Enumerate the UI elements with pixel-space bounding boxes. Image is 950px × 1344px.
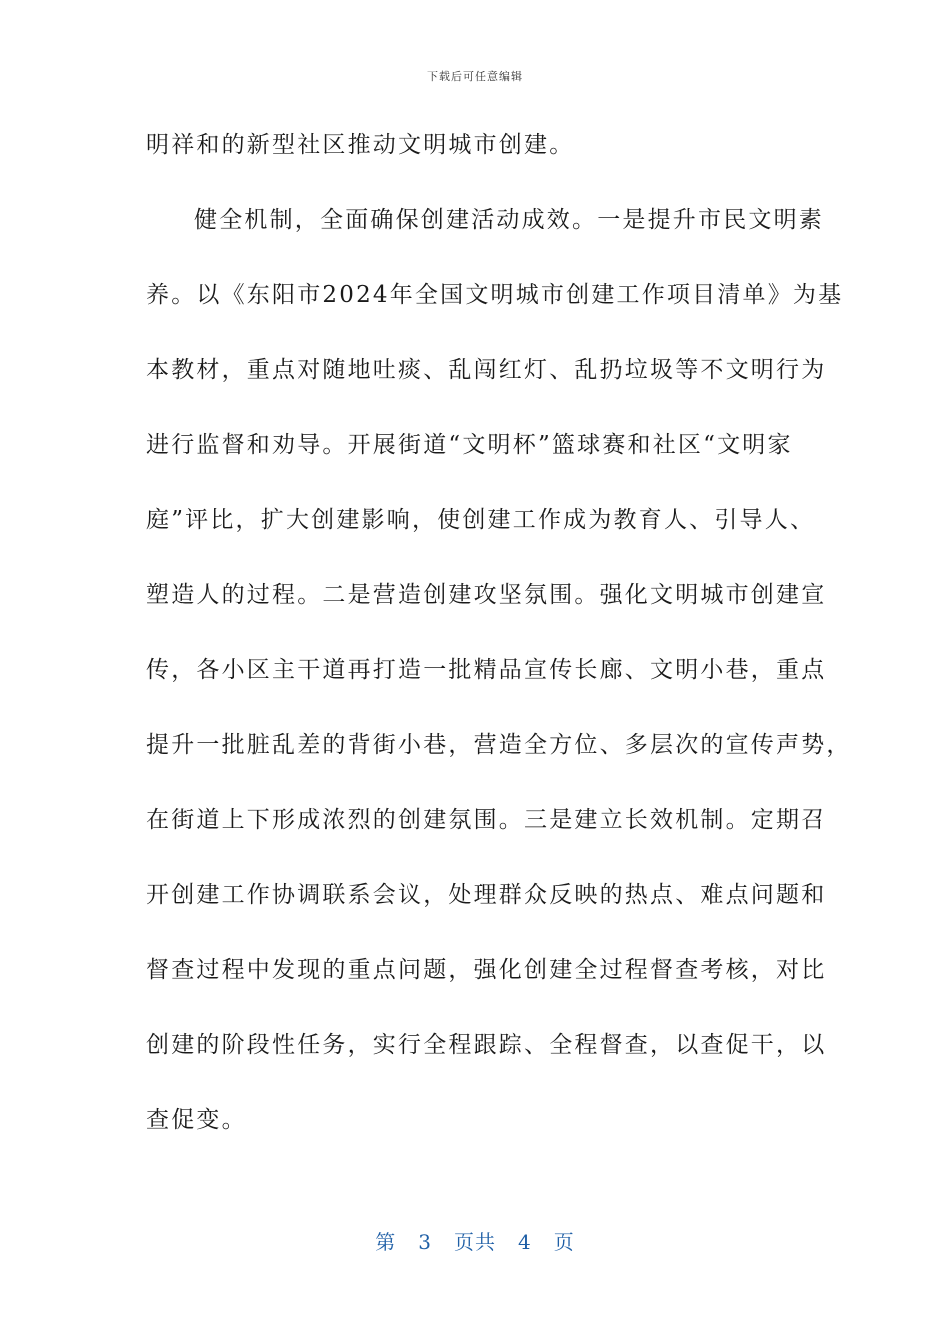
body-line: 提升一批脏乱差的背街小巷，营造全方位、多层次的宣传声势， [146, 732, 852, 758]
body-line: 督查过程中发现的重点问题，强化创建全过程督查考核，对比 [146, 957, 827, 983]
body-line: 在街道上下形成浓烈的创建氛围。三是建立长效机制。定期召 [146, 807, 827, 833]
page-current: 3 [418, 1230, 432, 1254]
body-line: 庭”评比，扩大创建影响，使创建工作成为教育人、引导人、 [146, 507, 816, 533]
body-line: 健全机制，全面确保创建活动成效。一是提升市民文明素 [194, 207, 824, 233]
body-line: 塑造人的过程。二是营造创建攻坚氛围。强化文明城市创建宣 [146, 582, 827, 608]
page-number-footer [0, 1226, 950, 1255]
body-line: 进行监督和劝导。开展街道“文明杯”篮球赛和社区“文明家 [146, 432, 793, 458]
page-header-note: 下载后可任意编辑 [427, 70, 523, 83]
body-line: 查促变。 [146, 1107, 247, 1133]
page-middle: 页共 [454, 1230, 496, 1254]
page-total: 4 [518, 1230, 532, 1254]
body-line: 创建的阶段性任务，实行全程跟踪、全程督查，以查促干，以 [146, 1032, 827, 1058]
body-line: 养。以《东阳市2024年全国文明城市创建工作项目清单》为基 [146, 282, 844, 308]
body-line: 传，各小区主干道再打造一批精品宣传长廊、文明小巷，重点 [146, 657, 827, 683]
body-line: 明祥和的新型社区推动文明城市创建。 [146, 132, 575, 158]
page-suffix: 页 [553, 1230, 575, 1254]
body-line: 本教材，重点对随地吐痰、乱闯红灯、乱扔垃圾等不文明行为 [146, 357, 827, 383]
page-prefix: 第 [375, 1230, 397, 1254]
body-line: 开创建工作协调联系会议，处理群众反映的热点、难点问题和 [146, 882, 827, 908]
